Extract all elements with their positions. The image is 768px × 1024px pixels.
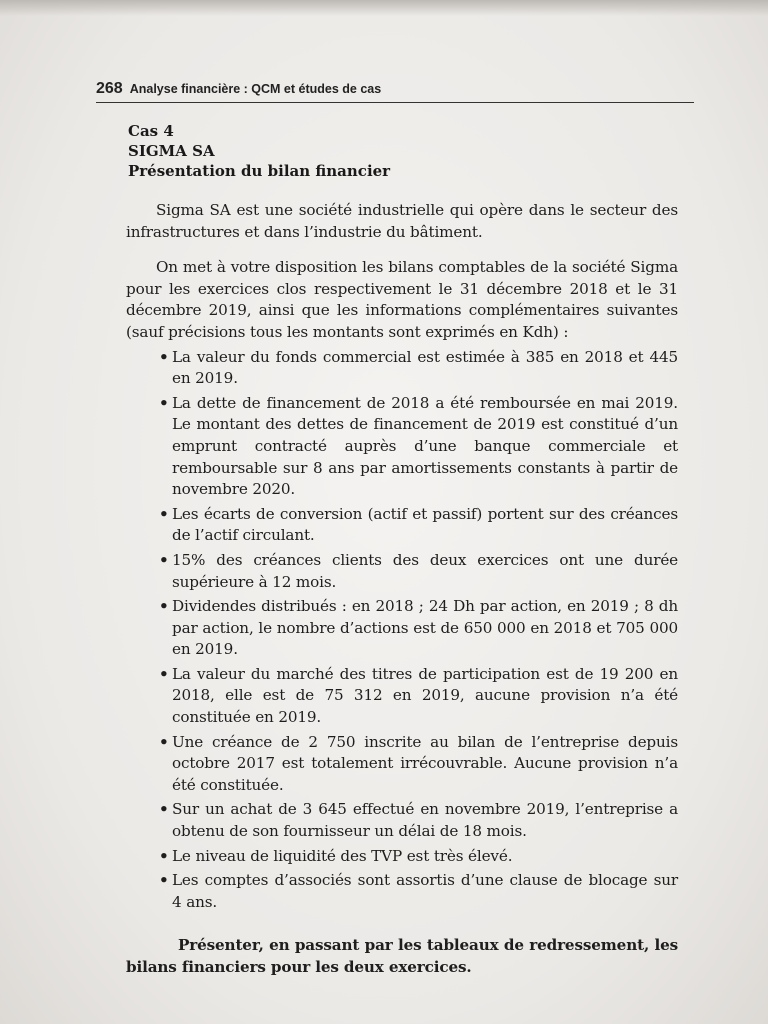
bullet-icon: • xyxy=(159,393,169,412)
running-title: Analyse financière : QCM et études de cas xyxy=(129,82,382,96)
list-item-text: Les écarts de conversion (actif et passif) portent sur des créances de l’actif circulant. xyxy=(172,504,678,545)
bullet-icon: • xyxy=(159,800,169,819)
case-number: Cas 4 xyxy=(128,122,174,140)
bullet-icon: • xyxy=(159,504,169,523)
list-item-text: La valeur du fonds commercial est estimée à 385 en 2018 et 445 en 2019. xyxy=(172,347,678,388)
list-item-text: Les comptes d’associés sont assortis d’une clause de blocage sur 4 ans. xyxy=(172,871,678,911)
case-body xyxy=(126,200,678,979)
bullet-icon: • xyxy=(159,732,169,751)
list-item-text: Le niveau de liquidité des TVP est très élevé. xyxy=(172,846,513,865)
page-top-shadow xyxy=(0,0,768,16)
list-item-text: Sur un achat de 3 645 effectué en novembre 2019, l’entreprise a obtenu de son fournisseur un délai de 18 mois. xyxy=(172,800,678,841)
info-list xyxy=(126,347,678,914)
task-instruction: Présenter, en passant par les tableaux de redressement, les bilans financiers pour les deux exercices. xyxy=(126,936,678,976)
list-item-text: Une créance de 2 750 inscrite au bilan de l’entreprise depuis octobre 2017 est totalement irrécouvrable. Aucune provision n’a été constituée. xyxy=(172,732,678,794)
context-paragraph: On met à votre disposition les bilans comptables de la société Sigma pour les exercices clos respectivement le 31 décembre 2018 et le 31 décembre 2019, ainsi que les informations complémentaires suivantes (sauf précisions tous les montants sont exprimés en Kdh) : xyxy=(126,258,678,341)
list-item xyxy=(126,347,678,390)
list-item xyxy=(126,870,678,913)
company-name: SIGMA SA xyxy=(128,142,215,160)
list-item xyxy=(126,504,678,547)
running-header xyxy=(96,80,692,98)
list-item-text: Dividendes distribués : en 2018 ; 24 Dh par action, en 2019 ; 8 dh par action, le nombre d’actions est de 650 000 en 2018 et 705 000 en 2019. xyxy=(172,597,678,659)
list-item-text: 15% des créances clients des deux exercices ont une durée supérieure à 12 mois. xyxy=(172,550,678,591)
list-item xyxy=(126,846,678,868)
case-heading xyxy=(128,121,390,181)
list-item xyxy=(126,664,678,729)
intro-paragraph: Sigma SA est une société industrielle qui opère dans le secteur des infrastructures et dans l’industrie du bâtiment. xyxy=(126,201,678,241)
header-rule xyxy=(96,102,694,103)
list-item xyxy=(126,393,678,501)
page-number: 268 xyxy=(96,80,123,97)
list-item-text: La valeur du marché des titres de participation est de 19 200 en 2018, elle est de 75 312 en 2019, aucune provision n’a été constituée en 2019. xyxy=(172,664,678,727)
list-item-text: La dette de financement de 2018 a été remboursée en mai 2019. Le montant des dettes de financement de 2019 est constitué d’un emprunt contracté auprès d’une banque commerciale et remboursable sur 8 ans par amortissements constants à partir de novembre 2020. xyxy=(172,393,678,499)
bullet-icon: • xyxy=(159,550,169,569)
list-item xyxy=(126,732,678,797)
case-subtitle: Présentation du bilan financier xyxy=(128,162,391,180)
bullet-icon: • xyxy=(159,664,169,683)
bullet-icon: • xyxy=(159,846,169,865)
list-item xyxy=(126,596,678,661)
bullet-icon: • xyxy=(159,871,169,890)
list-item xyxy=(126,799,678,842)
list-item xyxy=(126,550,678,593)
bullet-icon: • xyxy=(159,597,169,616)
bullet-icon: • xyxy=(159,347,169,366)
